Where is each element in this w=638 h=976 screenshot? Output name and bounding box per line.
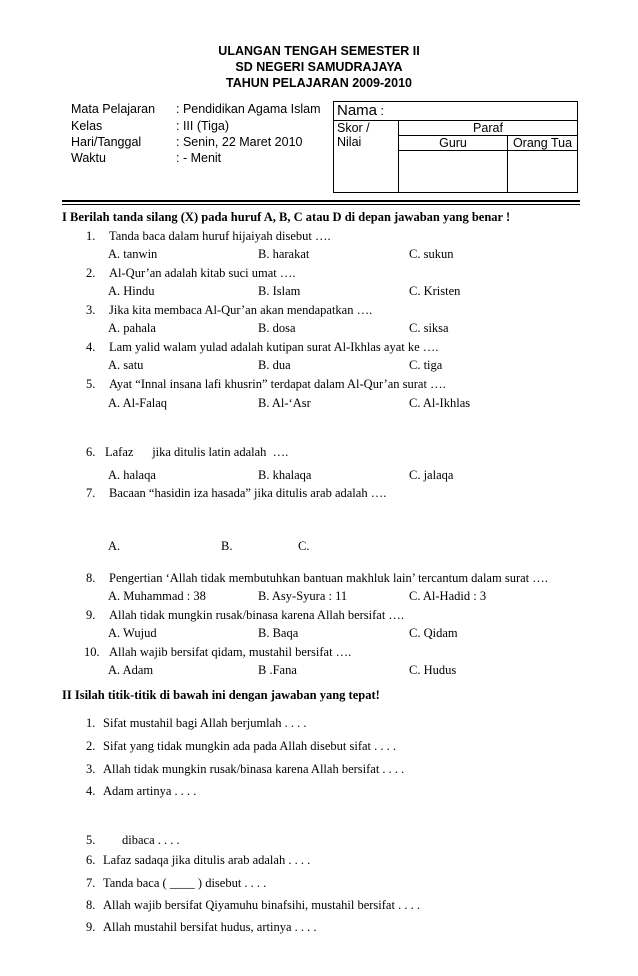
option-a[interactable]: A. Wujud bbox=[108, 626, 157, 640]
item-text: Allah wajib bersifat Qiyamuhu binafsihi, mustahil bersifat . . . . bbox=[103, 898, 420, 912]
header-divider-thin bbox=[62, 204, 580, 205]
name-label: Nama bbox=[337, 102, 378, 119]
question-number: 9. bbox=[86, 608, 96, 622]
school-name: SD NEGERI SAMUDRAJAYA bbox=[235, 60, 403, 74]
option-c[interactable]: C. Qidam bbox=[409, 626, 458, 640]
score-label: Skor / Nilai bbox=[337, 121, 370, 149]
question-text: Lam yalid walam yulad adalah kutipan surat Al-Ikhlas ayat ke …. bbox=[109, 340, 439, 354]
item-number: 9. bbox=[86, 920, 96, 934]
option-a[interactable]: A. Adam bbox=[108, 663, 154, 677]
option-c[interactable]: C. jalaqa bbox=[409, 468, 454, 482]
info-label-date: Hari/Tanggal bbox=[71, 135, 142, 149]
info-label-subject: Mata Pelajaran bbox=[71, 102, 156, 116]
item-number: 1. bbox=[86, 716, 96, 730]
option-b[interactable]: B. bbox=[221, 539, 233, 553]
option-c[interactable]: C. Al-Hadid : 3 bbox=[409, 589, 487, 603]
option-c[interactable]: C. tiga bbox=[409, 358, 443, 372]
question-text: Lafaz jika ditulis latin adalah …. bbox=[105, 445, 289, 459]
teacher-label: Guru bbox=[439, 136, 467, 150]
option-a[interactable]: A. Muhammad : 38 bbox=[108, 589, 206, 603]
item-number: 3. bbox=[86, 762, 96, 776]
option-b[interactable]: B .Fana bbox=[258, 663, 297, 677]
paraf-label: Paraf bbox=[473, 121, 503, 135]
info-value-subject: : Pendidikan Agama Islam bbox=[176, 102, 321, 116]
item-text: Allah mustahil bersifat hudus, artinya . . . . bbox=[103, 920, 317, 934]
question-number: 3. bbox=[86, 303, 96, 317]
score-cell[interactable] bbox=[334, 121, 399, 193]
score-box bbox=[333, 101, 578, 193]
item-number: 6. bbox=[86, 853, 96, 867]
item-text: dibaca . . . . bbox=[122, 833, 180, 847]
parent-header bbox=[508, 136, 578, 151]
option-b[interactable]: B. khalaqa bbox=[258, 468, 312, 482]
question-text: Ayat “Innal insana lafi khusrin” terdapat dalam Al-Qur’an surat …. bbox=[109, 377, 446, 391]
question-text: Bacaan “hasidin iza hasada” jika ditulis arab adalah …. bbox=[109, 486, 387, 500]
question-number: 1. bbox=[86, 229, 96, 243]
option-b[interactable]: B. Al-‘Asr bbox=[258, 396, 311, 410]
name-colon: : bbox=[380, 104, 384, 118]
info-value-class: : III (Tiga) bbox=[176, 119, 230, 133]
option-a[interactable]: A. bbox=[108, 539, 121, 553]
question-number: 2. bbox=[86, 266, 96, 280]
option-b[interactable]: B. Asy-Syura : 11 bbox=[258, 589, 348, 603]
question-number: 6. bbox=[86, 445, 96, 459]
question-number: 10. bbox=[84, 645, 100, 659]
option-a[interactable]: A. Hindu bbox=[108, 284, 155, 298]
info-value-time: : - Menit bbox=[176, 151, 222, 165]
option-b[interactable]: B. dosa bbox=[258, 321, 296, 335]
option-a[interactable]: A. satu bbox=[108, 358, 144, 372]
option-b[interactable]: B. Baqa bbox=[258, 626, 299, 640]
question-text: Allah wajib bersifat qidam, mustahil bersifat …. bbox=[109, 645, 352, 659]
option-c[interactable]: C. Kristen bbox=[409, 284, 461, 298]
info-label-class: Kelas bbox=[71, 119, 103, 133]
exam-title: ULANGAN TENGAH SEMESTER II bbox=[218, 44, 420, 58]
item-number: 7. bbox=[86, 876, 96, 890]
question-text: Jika kita membaca Al-Qur’an akan mendapatkan …. bbox=[109, 303, 373, 317]
item-number: 4. bbox=[86, 784, 96, 798]
question-number: 5. bbox=[86, 377, 96, 391]
question-text: Pengertian ‘Allah tidak membutuhkan bantuan makhluk lain’ tercantum dalam surat …. bbox=[109, 571, 548, 585]
question-text: Allah tidak mungkin rusak/binasa karena Allah bersifat …. bbox=[109, 608, 405, 622]
name-cell[interactable] bbox=[334, 102, 578, 121]
option-a[interactable]: A. tanwin bbox=[108, 247, 158, 261]
option-b[interactable]: B. Islam bbox=[258, 284, 301, 298]
teacher-sign-cell[interactable] bbox=[399, 151, 508, 193]
option-b[interactable]: B. dua bbox=[258, 358, 291, 372]
item-text: Sifat mustahil bagi Allah berjumlah . . . . bbox=[103, 716, 307, 730]
section2-title: II Isilah titik-titik di bawah ini dengan jawaban yang tepat! bbox=[62, 688, 380, 702]
info-label-time: Waktu bbox=[71, 151, 106, 165]
option-c[interactable]: C. sukun bbox=[409, 247, 454, 261]
option-c[interactable]: C. Al-Ikhlas bbox=[409, 396, 471, 410]
section1-title: I Berilah tanda silang (X) pada huruf A, B, C atau D di depan jawaban yang benar ! bbox=[62, 210, 511, 224]
option-c[interactable]: C. siksa bbox=[409, 321, 449, 335]
item-text: Tanda baca ( ____ ) disebut . . . . bbox=[103, 876, 267, 890]
question-text: Tanda baca dalam huruf hijaiyah disebut …. bbox=[109, 229, 331, 243]
parent-label: Orang Tua bbox=[512, 136, 573, 150]
question-number: 8. bbox=[86, 571, 96, 585]
option-b[interactable]: B. harakat bbox=[258, 247, 310, 261]
item-number: 8. bbox=[86, 898, 96, 912]
option-a[interactable]: A. pahala bbox=[108, 321, 156, 335]
option-a[interactable]: A. Al-Falaq bbox=[108, 396, 168, 410]
question-number: 4. bbox=[86, 340, 96, 354]
option-c[interactable]: C. bbox=[298, 539, 310, 553]
item-number: 5. bbox=[86, 833, 96, 847]
academic-year: TAHUN PELAJARAN 2009-2010 bbox=[226, 76, 412, 90]
paraf-header bbox=[399, 121, 578, 136]
item-text: Lafaz sadaqa jika ditulis arab adalah . . . . bbox=[103, 853, 311, 867]
item-number: 2. bbox=[86, 739, 96, 753]
item-text: Sifat yang tidak mungkin ada pada Allah disebut sifat . . . . bbox=[103, 739, 396, 753]
option-c[interactable]: C. Hudus bbox=[409, 663, 457, 677]
question-number: 7. bbox=[86, 486, 96, 500]
item-text: Adam artinya . . . . bbox=[103, 784, 197, 798]
question-text: Al-Qur’an adalah kitab suci umat …. bbox=[109, 266, 296, 280]
item-text: Allah tidak mungkin rusak/binasa karena Allah bersifat . . . . bbox=[103, 762, 405, 776]
option-a[interactable]: A. halaqa bbox=[108, 468, 156, 482]
info-value-date: : Senin, 22 Maret 2010 bbox=[176, 135, 303, 149]
header-divider-thick bbox=[62, 200, 580, 202]
parent-sign-cell[interactable] bbox=[508, 151, 578, 193]
teacher-header bbox=[399, 136, 508, 151]
